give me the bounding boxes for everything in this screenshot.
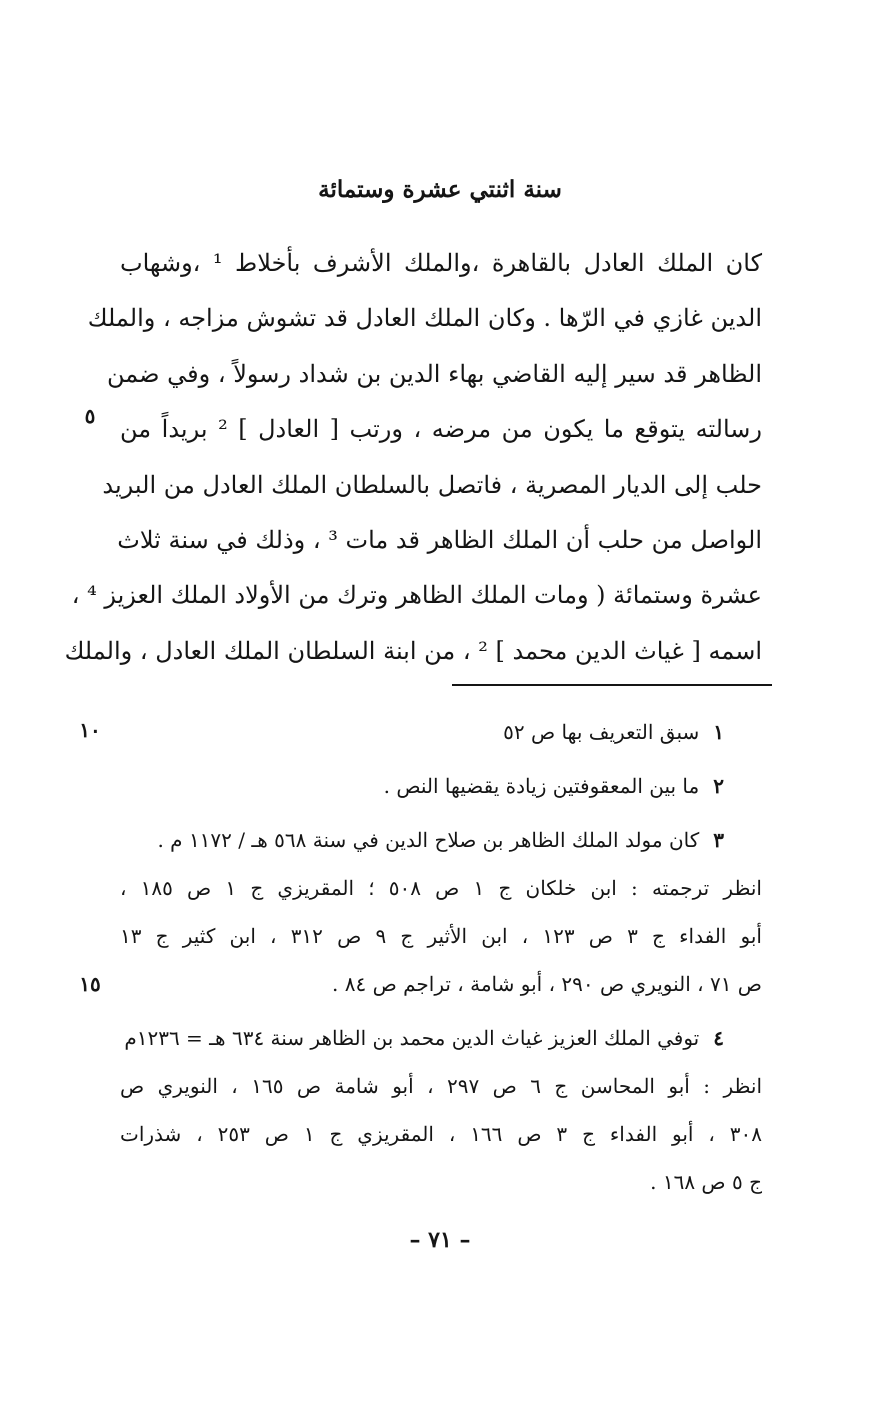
footnote-line [120, 1014, 762, 1062]
section-heading: سنة اثنتي عشرة وستمائة [318, 176, 562, 203]
text-line: حلب إلى الديار المصرية ، فاتصل بالسلطان الملك العادل من البريد [102, 470, 762, 499]
footnote-text: توفي الملك العزيز غياث الدين محمد بن الظاهر سنة ٦٣٤ هـ = ١٢٣٦م [124, 1026, 700, 1050]
footnote-1 [120, 708, 762, 756]
text-line: كان الملك العادل بالقاهرة ،والملك الأشرف بأخلاط ¹ ،وشهاب [120, 249, 762, 277]
footnote-line: ص ٧١ ، النويري ص ٢٩٠ ، أبو شامة ، تراجم ص ٨٤ . [332, 972, 762, 996]
text-line: الدين غازي في الرّها . وكان الملك العادل قد تشوش مزاجه ، والملك [87, 304, 762, 333]
line-number-15: ١٥ [79, 972, 101, 996]
text-line: الظاهر قد سير إليه القاضي بهاء الدين بن شداد رسولاً ، وفي ضمن [107, 359, 762, 388]
footnote-number: ١ [713, 720, 724, 744]
footnote-2 [120, 762, 762, 810]
line-number-10: ١٠ [79, 718, 101, 742]
footnote-separator [452, 684, 772, 686]
footnote-text: ما بين المعقوفتين زيادة يقضيها النص . [383, 774, 700, 798]
text-line: الواصل من حلب أن الملك الظاهر قد مات ³ ، وذلك في سنة ثلاث [117, 525, 762, 554]
line-number-5: ٥ [84, 404, 96, 428]
footnote-text: كان مولد الملك الظاهر بن صلاح الدين في سنة ٥٦٨ هـ / ١١٧٢ م . [157, 828, 700, 852]
footnote-4 [120, 1014, 762, 1206]
footnote-line: ج ٥ ص ١٦٨ . [650, 1170, 762, 1194]
footnotes [120, 708, 762, 1206]
text-line: اسمه [ غياث الدين محمد ] ² ، من ابنة السلطان الملك العادل ، والملك [64, 636, 762, 665]
footnote-3 [120, 816, 762, 1008]
footnote-line [120, 708, 762, 756]
footnote-line: أبو الفداء ج ٣ ص ١٢٣ ، ابن الأثير ج ٩ ص ٣١٢ ، ابن كثير ج ١٣ [120, 924, 762, 948]
text-line: رسالته يتوقع ما يكون من مرضه ، ورتب [ العادل ] ² بريداً من [120, 415, 763, 444]
main-text [64, 236, 763, 679]
footnote-number: ٣ [713, 828, 724, 852]
footnote-line: انظر ترجمته : ابن خلكان ج ١ ص ٥٠٨ ؛ المقريزي ج ١ ص ١٨٥ ، [120, 876, 762, 900]
footnote-line [120, 816, 762, 864]
footnote-line [120, 762, 762, 810]
footnote-number: ٢ [713, 774, 724, 798]
text-line: عشرة وستمائة ( ومات الملك الظاهر وترك من الأولاد الملك العزيز ⁴ ، [71, 581, 762, 610]
footnote-text: سبق التعريف بها ص ٥٢ [503, 720, 700, 744]
footnote-line: ٣٠٨ ، أبو الفداء ج ٣ ص ١٦٦ ، المقريزي ج ١ ص ٢٥٣ ، شذرات [120, 1122, 762, 1146]
footnote-line: انظر : أبو المحاسن ج ٦ ص ٢٩٧ ، أبو شامة ص ١٦٥ ، النويري ص [120, 1074, 763, 1098]
footnote-number: ٤ [713, 1026, 724, 1050]
page-number: – ٧١ – [409, 1227, 471, 1253]
